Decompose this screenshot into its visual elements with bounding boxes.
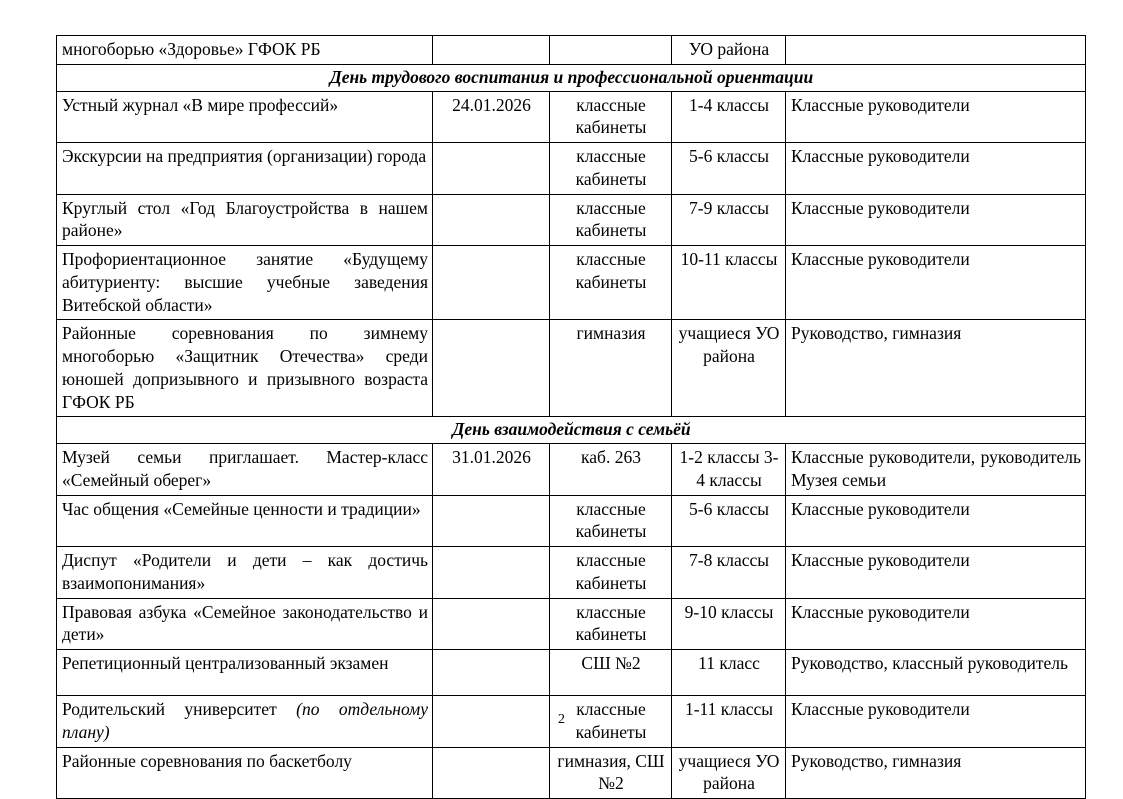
cell-event: Экскурсии на предприятия (организации) города	[57, 143, 433, 195]
table-body	[57, 36, 1086, 799]
cell-participants: 7-9 классы	[672, 194, 786, 246]
cell-event: Час общения «Семейные ценности и традиции»	[57, 495, 433, 547]
table-row	[57, 246, 1086, 320]
cell-event: многоборью «Здоровье» ГФОК РБ	[57, 36, 433, 65]
cell-place: классные кабинеты	[550, 547, 672, 599]
table-row	[57, 547, 1086, 599]
cell-participants: 1-4 классы	[672, 91, 786, 143]
table-row	[57, 194, 1086, 246]
cell-responsible: Классные руководители	[786, 598, 1086, 650]
section-title: День трудового воспитания и профессиональной ориентации	[57, 64, 1086, 91]
table-row	[57, 650, 1086, 696]
cell-place: классные кабинеты	[550, 91, 672, 143]
cell-place	[550, 36, 672, 65]
table-row	[57, 747, 1086, 799]
cell-responsible: Классные руководители	[786, 143, 1086, 195]
cell-participants: 5-6 классы	[672, 495, 786, 547]
cell-responsible: Классные руководители	[786, 696, 1086, 748]
cell-responsible: Классные руководители	[786, 91, 1086, 143]
table-row	[57, 143, 1086, 195]
cell-participants: учащиеся УО района	[672, 747, 786, 799]
cell-place: гимназия	[550, 320, 672, 417]
cell-date	[433, 650, 550, 696]
table-row	[57, 36, 1086, 65]
cell-place: классные кабинеты	[550, 598, 672, 650]
cell-date	[433, 547, 550, 599]
cell-responsible: Классные руководители	[786, 194, 1086, 246]
cell-responsible: Классные руководители, руководитель Музея семьи	[786, 444, 1086, 496]
cell-event: Диспут «Родители и дети – как достичь взаимопонимания»	[57, 547, 433, 599]
table-section-row	[57, 417, 1086, 444]
page-number: 2	[558, 712, 565, 727]
cell-event: Устный журнал «В мире профессий»	[57, 91, 433, 143]
section-title: День взаимодействия с семьёй	[57, 417, 1086, 444]
cell-date: 31.01.2026	[433, 444, 550, 496]
cell-participants: 5-6 классы	[672, 143, 786, 195]
schedule-table	[56, 35, 1086, 799]
cell-event: Правовая азбука «Семейное законодательство и дети»	[57, 598, 433, 650]
cell-place: каб. 263	[550, 444, 672, 496]
cell-responsible: Классные руководители	[786, 547, 1086, 599]
cell-place: классные кабинеты	[550, 246, 672, 320]
cell-date	[433, 747, 550, 799]
cell-responsible: Классные руководители	[786, 246, 1086, 320]
table-row	[57, 598, 1086, 650]
cell-participants: 7-8 классы	[672, 547, 786, 599]
cell-event-note: (по отдельному плану)	[62, 699, 428, 742]
cell-participants: 10-11 классы	[672, 246, 786, 320]
cell-participants: 9-10 классы	[672, 598, 786, 650]
table-row	[57, 495, 1086, 547]
cell-date	[433, 36, 550, 65]
cell-event: Репетиционный централизованный экзамен	[57, 650, 433, 696]
cell-participants: УО района	[672, 36, 786, 65]
table-row	[57, 444, 1086, 496]
cell-place: классные кабинеты	[550, 696, 672, 748]
cell-responsible: Руководство, гимназия	[786, 320, 1086, 417]
table-section-row	[57, 64, 1086, 91]
cell-responsible	[786, 36, 1086, 65]
cell-event: Районные соревнования по баскетболу	[57, 747, 433, 799]
cell-place: классные кабинеты	[550, 143, 672, 195]
cell-event-text: Родительский университет	[62, 699, 297, 719]
cell-date	[433, 194, 550, 246]
cell-date	[433, 246, 550, 320]
cell-event: Районные соревнования по зимнему многоборью «Защитник Отечества» среди юношей допризывного и призывного возраста ГФОК РБ	[57, 320, 433, 417]
cell-date	[433, 598, 550, 650]
cell-participants: 1-11 классы	[672, 696, 786, 748]
cell-event: Музей семьи приглашает. Мастер-класс «Семейный оберег»	[57, 444, 433, 496]
cell-responsible: Руководство, классный руководитель	[786, 650, 1086, 696]
cell-place: гимназия, СШ №2	[550, 747, 672, 799]
cell-place: СШ №2	[550, 650, 672, 696]
cell-place: классные кабинеты	[550, 495, 672, 547]
cell-participants: 11 класс	[672, 650, 786, 696]
cell-event: Профориентационное занятие «Будущему абитуриенту: высшие учебные заведения Витебской области»	[57, 246, 433, 320]
cell-date: 24.01.2026	[433, 91, 550, 143]
cell-date	[433, 495, 550, 547]
cell-date	[433, 320, 550, 417]
table-row	[57, 91, 1086, 143]
cell-place: классные кабинеты	[550, 194, 672, 246]
cell-event: Круглый стол «Год Благоустройства в нашем районе»	[57, 194, 433, 246]
cell-responsible: Классные руководители	[786, 495, 1086, 547]
table-row	[57, 320, 1086, 417]
cell-date	[433, 143, 550, 195]
cell-responsible: Руководство, гимназия	[786, 747, 1086, 799]
cell-participants: 1-2 классы 3-4 классы	[672, 444, 786, 496]
cell-participants: учащиеся УО района	[672, 320, 786, 417]
